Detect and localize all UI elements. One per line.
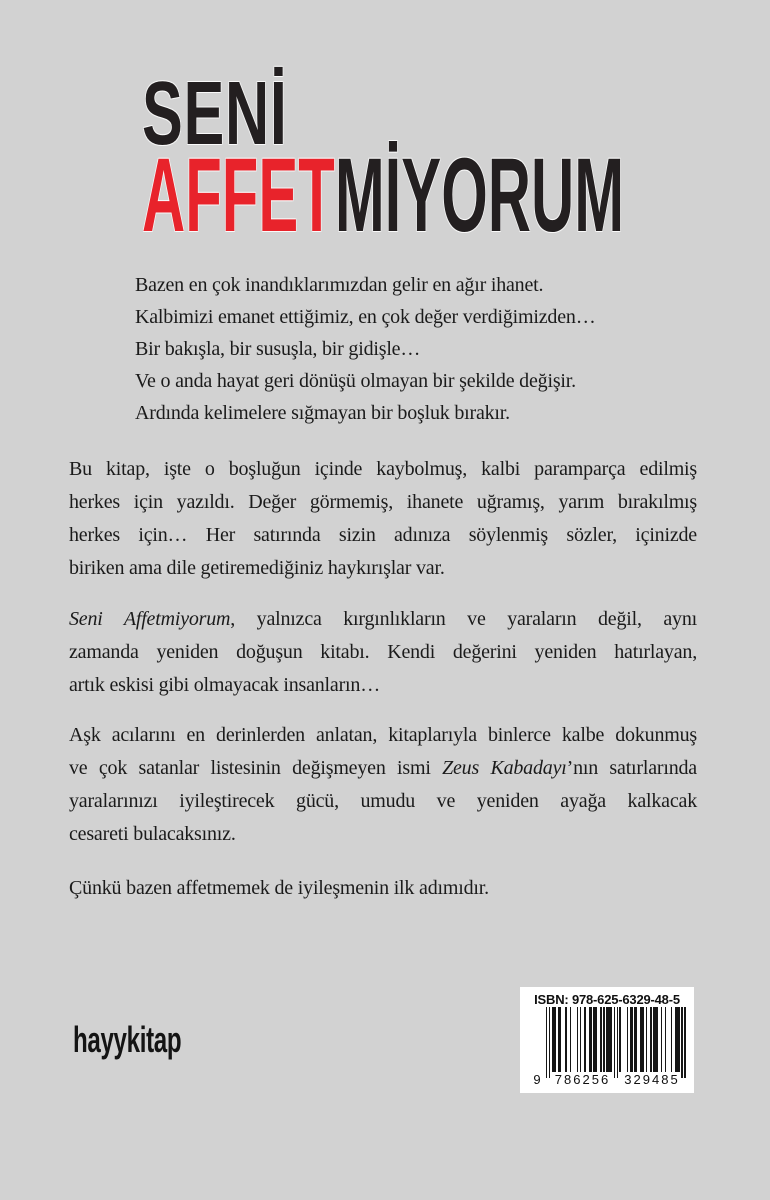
- barcode-digit-lead: 9: [533, 1072, 541, 1087]
- publisher-logo: hayykitap: [73, 1019, 182, 1060]
- isbn-label: ISBN: 978-625-6329-48-5: [534, 992, 680, 1007]
- text-line: Seni Affetmiyorum, yalnızca kırgınlıkların ve yaraların değil, aynı: [69, 608, 697, 630]
- closing-line: [69, 872, 697, 905]
- text-line: Bu kitap, işte o boşluğun içinde kaybolmuş, kalbi paramparça edilmiş: [69, 458, 697, 480]
- text-line: herkes için yazıldı. Değer görmemiş, ihanete uğramış, yarım bırakılmış: [69, 491, 697, 513]
- title-word-affet: AFFET: [142, 137, 335, 254]
- text-line: Aşk acılarını en derinlerden anlatan, kitaplarıyla binlerce kalbe dokunmuş: [69, 724, 697, 746]
- text-line: Bazen en çok inandıklarımızdan gelir en ağır ihanet.: [135, 274, 544, 296]
- text-line: Ardında kelimelere sığmayan bir boşluk bırakır.: [135, 402, 510, 424]
- barcode-digits-right: 329485: [624, 1072, 680, 1087]
- barcode-digits-left: 786256: [554, 1072, 611, 1087]
- teaser-lines: [135, 269, 710, 429]
- title-word-seni: SENİ: [142, 64, 288, 164]
- paragraph-about-book: [69, 453, 697, 585]
- text-line: cesareti bulacaksınız.: [69, 823, 236, 845]
- text-line: Ve o anda hayat geri dönüşü olmayan bir şekilde değişir.: [135, 370, 576, 392]
- text-line: yaralarınızı iyileştirecek gücü, umudu ve yeniden ayağa kalkacak: [69, 790, 697, 812]
- text-line: zamanda yeniden doğuşun kitabı. Kendi değerini yeniden hatırlayan,: [69, 641, 697, 663]
- text-line: Çünkü bazen affetmemek de iyileşmenin ilk adımıdır.: [69, 877, 489, 899]
- ean13-barcode-icon: [546, 1007, 686, 1078]
- text-line: artık eskisi gibi olmayacak insanların…: [69, 674, 381, 696]
- title-word-miyorum: MİYORUM: [334, 137, 625, 254]
- text-line: herkes için… Her satırında sizin adınıza söylenmiş sözler, içinizde: [69, 524, 697, 546]
- book-title-line-2: [142, 137, 625, 254]
- paragraph-rebirth: [69, 603, 697, 702]
- text-line: Kalbimizi emanet ettiğimiz, en çok değer verdiğimizden…: [135, 306, 596, 328]
- text-line: ve çok satanlar listesinin değişmeyen ismi Zeus Kabadayı’nın satırlarında: [69, 757, 697, 779]
- text-line: biriken ama dile getiremediğiniz haykırışlar var.: [69, 557, 445, 579]
- paragraph-author: [69, 719, 697, 851]
- isbn-barcode-panel: [520, 987, 694, 1093]
- text-line: Bir bakışla, bir susuşla, bir gidişle…: [135, 338, 421, 360]
